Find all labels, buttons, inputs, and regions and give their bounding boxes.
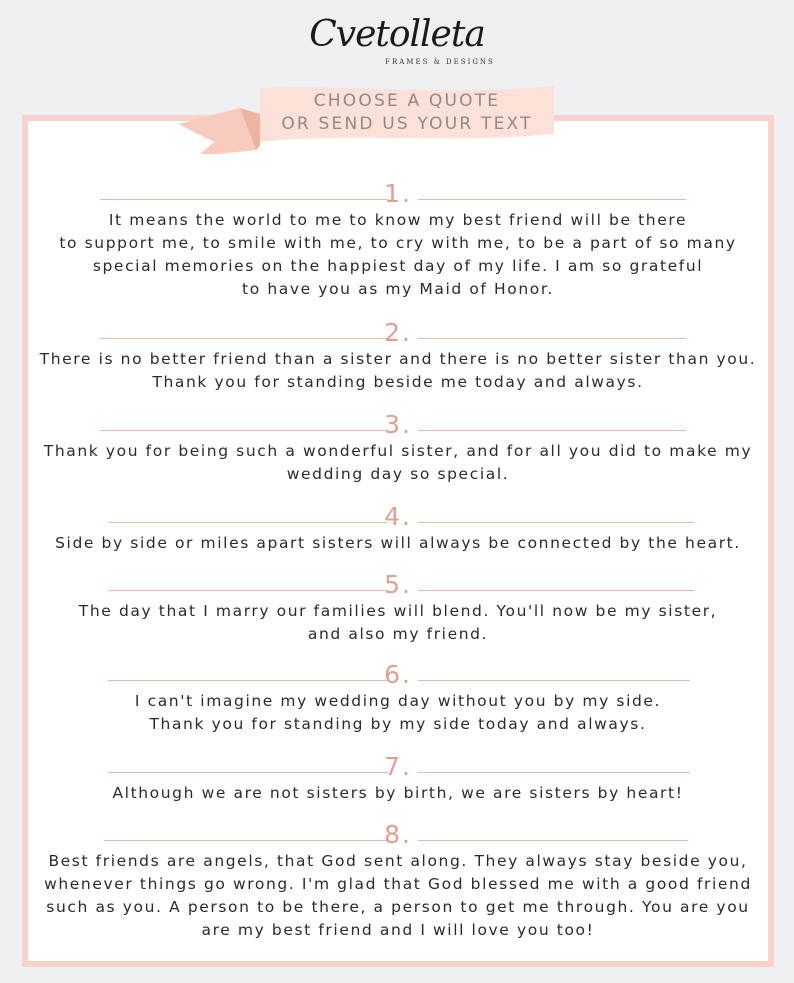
- quote-number: 1.: [384, 179, 412, 208]
- quote-number: 4.: [384, 502, 412, 531]
- divider-right: [418, 338, 686, 339]
- quote-option-1[interactable]: [22, 179, 774, 301]
- quote-number: 3.: [384, 410, 412, 439]
- quote-header: [22, 179, 774, 209]
- quote-text: Thank you for being such a wonderful sister, and for all you did to make my wedding day so special.: [43, 442, 753, 483]
- quote-text: The day that I marry our families will blend. You'll now be my sister, and also my friend.: [78, 602, 718, 643]
- quote-text: Side by side or miles apart sisters will always be connected by the heart.: [55, 534, 741, 552]
- quote-number: 2.: [384, 318, 412, 347]
- quote-option-4[interactable]: [22, 502, 774, 555]
- quote-option-2[interactable]: [22, 318, 774, 394]
- quote-header: [22, 410, 774, 440]
- quote-header: [22, 502, 774, 532]
- divider-right: [418, 199, 686, 200]
- quote-header: [22, 752, 774, 782]
- quote-text: There is no better friend than a sister and there is no better sister than you. Thank you for standing beside me today and always.: [39, 350, 757, 391]
- divider-right: [418, 772, 690, 773]
- quote-header: [22, 570, 774, 600]
- quote-text: Best friends are angels, that God sent along. They always stay beside you, whenever things go wrong. I'm glad that God blessed me with a good friend such as you. A person to be there, a person to get me through. You are you are my best friend and I will love you too!: [44, 852, 752, 939]
- brand-name: Cvetolleta: [309, 14, 485, 55]
- divider-right: [418, 840, 688, 841]
- quote-option-5[interactable]: [22, 570, 774, 646]
- quote-number: 6.: [384, 660, 412, 689]
- divider-right: [418, 522, 694, 523]
- banner-line-2: OR SEND US YOUR TEXT: [281, 114, 533, 134]
- quote-text: Although we are not sisters by birth, we are sisters by heart!: [112, 784, 684, 802]
- quote-number: 8.: [384, 820, 412, 849]
- quote-header: [22, 820, 774, 850]
- brand-logo: [0, 12, 794, 66]
- quote-header: [22, 660, 774, 690]
- quote-number: 7.: [384, 752, 412, 781]
- quote-option-8[interactable]: [22, 820, 774, 942]
- quote-text: I can't imagine my wedding day without you by my side. Thank you for standing by my side today and always.: [134, 692, 662, 733]
- banner-line-1: CHOOSE A QUOTE: [313, 91, 501, 111]
- quote-number: 5.: [384, 570, 412, 599]
- quote-header: [22, 318, 774, 348]
- quote-option-6[interactable]: [22, 660, 774, 736]
- divider-right: [418, 430, 686, 431]
- quote-option-7[interactable]: [22, 752, 774, 805]
- divider-right: [418, 590, 694, 591]
- quote-option-3[interactable]: [22, 410, 774, 486]
- brand-tagline: FRAMES & DESIGNS: [385, 58, 495, 66]
- banner-text: [262, 90, 552, 136]
- quote-text: It means the world to me to know my best friend will be there to support me, to smile with me, to cry with me, to be a part of so many special memories on the happiest day of my life. I am so grateful to have you as my Maid of Honor.: [59, 211, 737, 298]
- divider-right: [418, 680, 690, 681]
